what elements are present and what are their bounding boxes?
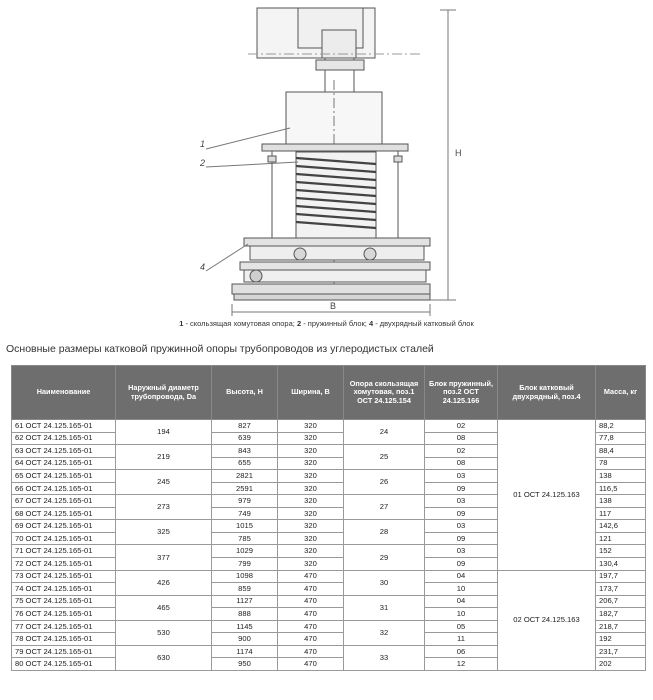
header-pos1: Опора скользящая хомутовая, поз.1 ОСТ 24.125.154 — [344, 366, 425, 420]
cell-width: 470 — [278, 570, 344, 583]
dimension-h-label: H — [455, 148, 462, 158]
table-row — [12, 420, 646, 433]
cell-name: 80 ОСТ 24.125.165-01 — [12, 658, 116, 671]
cell-width: 320 — [278, 558, 344, 571]
cell-mass: 78 — [596, 457, 646, 470]
dimension-b-label: B — [330, 301, 337, 311]
cell-mass: 130,4 — [596, 558, 646, 571]
caption-text-1: - скользящая хомутовая опора; — [183, 319, 297, 328]
cell-pos1: 28 — [344, 520, 425, 545]
cell-pos4: 02 ОСТ 24.125.163 — [498, 570, 596, 670]
callout-4: 4 — [200, 262, 206, 272]
cell-name: 68 ОСТ 24.125.165-01 — [12, 507, 116, 520]
cell-width: 470 — [278, 583, 344, 596]
cell-pos2: 05 — [425, 620, 498, 633]
cell-height: 1098 — [212, 570, 278, 583]
cell-pos2: 03 — [425, 470, 498, 483]
cell-mass: 138 — [596, 470, 646, 483]
cell-name: 73 ОСТ 24.125.165-01 — [12, 570, 116, 583]
cell-pos2: 06 — [425, 645, 498, 658]
caption-text-4: - двухрядный катковый блок — [373, 319, 474, 328]
cell-pos2: 08 — [425, 432, 498, 445]
cell-width: 320 — [278, 482, 344, 495]
cell-pos1: 24 — [344, 420, 425, 445]
header-pos4: Блок катковый двухрядный, поз.4 — [498, 366, 596, 420]
support-assembly-drawing — [0, 0, 653, 320]
cell-width: 320 — [278, 507, 344, 520]
cell-width: 470 — [278, 645, 344, 658]
cell-height: 655 — [212, 457, 278, 470]
caption-text-2: - пружинный блок; — [301, 319, 369, 328]
cell-mass: 152 — [596, 545, 646, 558]
caption-num-1: 1 — [179, 319, 184, 328]
cell-diameter: 465 — [116, 595, 212, 620]
cell-pos4: 01 ОСТ 24.125.163 — [498, 420, 596, 571]
header-mass: Масса, кг — [596, 366, 646, 420]
cell-height: 1145 — [212, 620, 278, 633]
caption-num-2: 2 — [296, 319, 302, 328]
cell-name: 64 ОСТ 24.125.165-01 — [12, 457, 116, 470]
cell-height: 843 — [212, 445, 278, 458]
cell-name: 70 ОСТ 24.125.165-01 — [12, 532, 116, 545]
cell-mass: 182,7 — [596, 608, 646, 621]
cell-pos2: 04 — [425, 570, 498, 583]
cell-height: 979 — [212, 495, 278, 508]
cell-diameter: 273 — [116, 495, 212, 520]
cell-width: 320 — [278, 495, 344, 508]
cell-width: 470 — [278, 608, 344, 621]
cell-mass: 142,6 — [596, 520, 646, 533]
cell-pos2: 08 — [425, 457, 498, 470]
cell-height: 888 — [212, 608, 278, 621]
dimensions-table — [11, 365, 646, 671]
cell-width: 470 — [278, 620, 344, 633]
cell-pos2: 03 — [425, 495, 498, 508]
cell-name: 63 ОСТ 24.125.165-01 — [12, 445, 116, 458]
cell-width: 320 — [278, 545, 344, 558]
cell-width: 320 — [278, 445, 344, 458]
cell-name: 74 ОСТ 24.125.165-01 — [12, 583, 116, 596]
drawing-caption — [0, 319, 653, 328]
cell-name: 77 ОСТ 24.125.165-01 — [12, 620, 116, 633]
cell-width: 320 — [278, 420, 344, 433]
cell-name: 71 ОСТ 24.125.165-01 — [12, 545, 116, 558]
cell-pos2: 10 — [425, 608, 498, 621]
cell-height: 900 — [212, 633, 278, 646]
callout-1: 1 — [200, 139, 206, 149]
cell-height: 1029 — [212, 545, 278, 558]
cell-name: 69 ОСТ 24.125.165-01 — [12, 520, 116, 533]
cell-height: 1015 — [212, 520, 278, 533]
cell-mass: 77,8 — [596, 432, 646, 445]
header-diameter: Наружный диаметр трубопровода, Da — [116, 366, 212, 420]
cell-diameter: 245 — [116, 470, 212, 495]
cell-pos2: 02 — [425, 445, 498, 458]
cell-mass: 138 — [596, 495, 646, 508]
cell-mass: 88,2 — [596, 420, 646, 433]
cell-pos1: 30 — [344, 570, 425, 595]
cell-pos2: 09 — [425, 482, 498, 495]
cell-pos1: 25 — [344, 445, 425, 470]
cell-mass: 202 — [596, 658, 646, 671]
cell-pos1: 27 — [344, 495, 425, 520]
cell-diameter: 377 — [116, 545, 212, 570]
cell-name: 66 ОСТ 24.125.165-01 — [12, 482, 116, 495]
cell-height: 639 — [212, 432, 278, 445]
cell-name: 76 ОСТ 24.125.165-01 — [12, 608, 116, 621]
cell-mass: 121 — [596, 532, 646, 545]
header-pos2: Блок пружинный, поз.2 ОСТ 24.125.166 — [425, 366, 498, 420]
cell-pos1: 29 — [344, 545, 425, 570]
cell-pos2: 03 — [425, 545, 498, 558]
table-header-row — [12, 366, 646, 420]
cell-mass: 231,7 — [596, 645, 646, 658]
cell-height: 1127 — [212, 595, 278, 608]
cell-mass: 173,7 — [596, 583, 646, 596]
cell-name: 72 ОСТ 24.125.165-01 — [12, 558, 116, 571]
caption-num-4: 4 — [368, 319, 374, 328]
cell-height: 749 — [212, 507, 278, 520]
header-width: Ширина, B — [278, 366, 344, 420]
cell-diameter: 219 — [116, 445, 212, 470]
cell-height: 859 — [212, 583, 278, 596]
cell-pos2: 02 — [425, 420, 498, 433]
cell-width: 320 — [278, 457, 344, 470]
cell-diameter: 194 — [116, 420, 212, 445]
cell-name: 61 ОСТ 24.125.165-01 — [12, 420, 116, 433]
cell-mass: 117 — [596, 507, 646, 520]
cell-width: 320 — [278, 470, 344, 483]
cell-width: 470 — [278, 658, 344, 671]
cell-pos2: 03 — [425, 520, 498, 533]
cell-width: 320 — [278, 520, 344, 533]
cell-pos2: 09 — [425, 532, 498, 545]
cell-pos1: 31 — [344, 595, 425, 620]
cell-height: 799 — [212, 558, 278, 571]
cell-pos1: 32 — [344, 620, 425, 645]
cell-name: 65 ОСТ 24.125.165-01 — [12, 470, 116, 483]
cell-diameter: 530 — [116, 620, 212, 645]
cell-pos1: 26 — [344, 470, 425, 495]
cell-diameter: 630 — [116, 645, 212, 670]
cell-height: 2821 — [212, 470, 278, 483]
table-heading: Основные размеры катковой пружинной опоры трубопроводов из углеродистых сталей — [6, 343, 434, 355]
cell-width: 470 — [278, 595, 344, 608]
cell-width: 320 — [278, 432, 344, 445]
cell-diameter: 426 — [116, 570, 212, 595]
cell-mass: 192 — [596, 633, 646, 646]
cell-name: 78 ОСТ 24.125.165-01 — [12, 633, 116, 646]
cell-pos2: 09 — [425, 507, 498, 520]
header-name: Наименование — [12, 366, 116, 420]
cell-mass: 218,7 — [596, 620, 646, 633]
cell-diameter: 325 — [116, 520, 212, 545]
cell-pos1: 33 — [344, 645, 425, 670]
cell-pos2: 10 — [425, 583, 498, 596]
cell-pos2: 09 — [425, 558, 498, 571]
cell-mass: 116,5 — [596, 482, 646, 495]
cell-height: 827 — [212, 420, 278, 433]
cell-height: 2591 — [212, 482, 278, 495]
cell-name: 75 ОСТ 24.125.165-01 — [12, 595, 116, 608]
cell-name: 62 ОСТ 24.125.165-01 — [12, 432, 116, 445]
table-row — [12, 570, 646, 583]
cell-name: 67 ОСТ 24.125.165-01 — [12, 495, 116, 508]
cell-height: 950 — [212, 658, 278, 671]
cell-pos2: 04 — [425, 595, 498, 608]
cell-width: 470 — [278, 633, 344, 646]
cell-height: 785 — [212, 532, 278, 545]
cell-width: 320 — [278, 532, 344, 545]
cell-pos2: 11 — [425, 633, 498, 646]
cell-mass: 206,7 — [596, 595, 646, 608]
cell-height: 1174 — [212, 645, 278, 658]
cell-mass: 88,4 — [596, 445, 646, 458]
header-height: Высота, H — [212, 366, 278, 420]
cell-pos2: 12 — [425, 658, 498, 671]
cell-mass: 197,7 — [596, 570, 646, 583]
callout-2: 2 — [200, 158, 206, 168]
cell-name: 79 ОСТ 24.125.165-01 — [12, 645, 116, 658]
